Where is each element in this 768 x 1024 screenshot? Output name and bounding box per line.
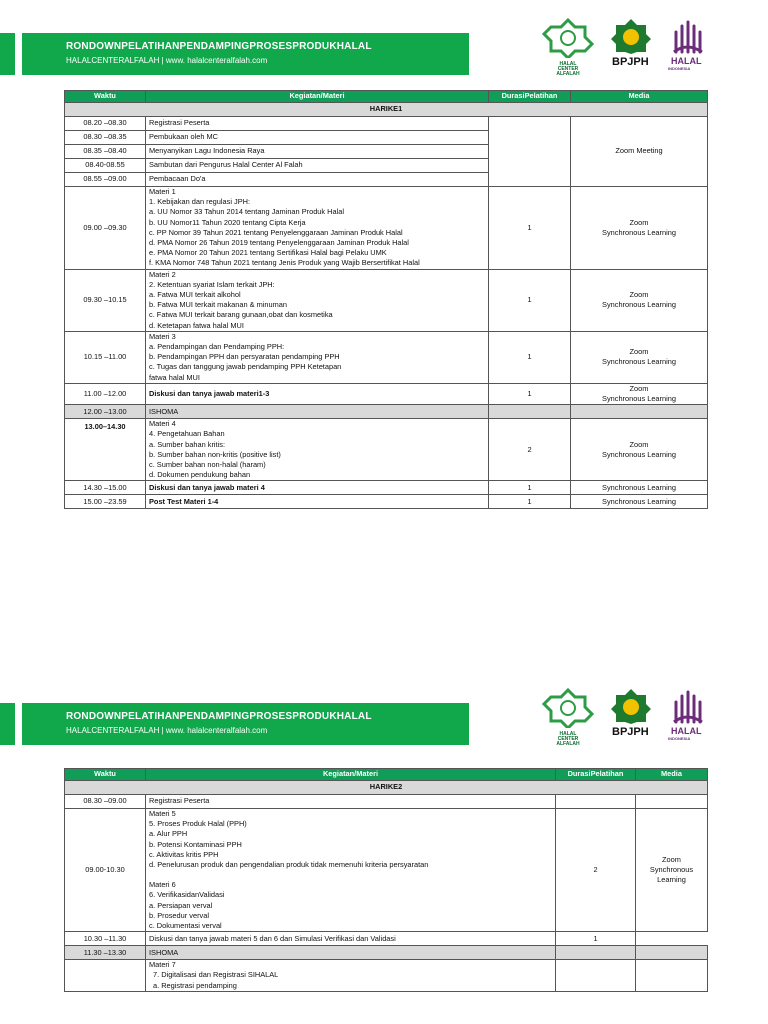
table-row (65, 269, 708, 331)
table-row (65, 495, 708, 509)
media-line: Zoom (629, 217, 649, 227)
table-row (65, 383, 708, 404)
halal-caption: HALAL (671, 56, 702, 66)
table-row (65, 419, 708, 481)
table-row (65, 481, 708, 495)
activity-cell: Menyanyikan Lagu Indonesia Raya (146, 145, 489, 159)
header-media: Media (636, 769, 708, 781)
banner-subtitle: HALALCENTERALFALAH | www. halalcenteralfalah.com (66, 56, 268, 65)
activity-line: c. Aktivitas kritis PPH (149, 849, 219, 859)
table-row (65, 809, 708, 932)
bpjph-logo (610, 688, 652, 738)
header-durasi: DurasiPelatihan (556, 769, 636, 781)
time-cell: 09.00-10.30 (65, 809, 146, 932)
activity-cell (146, 809, 556, 932)
activity-line: d. Penelurusan produk dan pengendalian produk tidak memenuhi kriteria persyaratan (149, 860, 429, 870)
day-label: HARIKE2 (65, 781, 708, 795)
day-label: HARIKE1 (65, 103, 708, 117)
media-line: Synchronous Learning (649, 865, 694, 885)
activity-cell: Diskusi dan tanya jawab materi 5 dan 6 dan Simulasi Verifikasi dan Validasi (146, 932, 556, 946)
activity-line: a. Sumber bahan kritis: (149, 439, 225, 449)
activity-cell: Registrasi Peserta (146, 117, 489, 131)
table-row (65, 331, 708, 383)
media-cell (571, 405, 708, 419)
bpjph-caption: BPJPH (612, 56, 649, 68)
activity-line: c. Sumber bahan non-halal (haram) (149, 460, 266, 470)
media-line: Zoom (629, 383, 649, 393)
activity-line: f. KMA Nomor 748 Tahun 2021 tentang Jenis Produk yang Wajib Bersertifikat Halal (149, 258, 420, 268)
time-cell: 08.30 –09.00 (65, 795, 146, 809)
media-cell (636, 795, 708, 809)
activity-line: a. Alur PPH (149, 829, 188, 839)
table-row (65, 795, 708, 809)
header-media: Media (571, 91, 708, 103)
logo-group (538, 18, 708, 80)
halal-indonesia-logo (668, 688, 706, 741)
header-waktu: Waktu (65, 91, 146, 103)
bpjph-logo (610, 18, 652, 68)
activity-line: 1. Kebijakan dan regulasi JPH: (149, 197, 251, 207)
table-header-row (65, 91, 708, 103)
activity-line: 2. Ketentuan syariat Islam terkait JPH: (149, 279, 275, 289)
duration-cell: 1 (489, 187, 571, 270)
activity-line: a. UU Nomor 33 Tahun 2014 tentang Jaminan Produk Halal (149, 207, 345, 217)
table-header-row (65, 769, 708, 781)
banner-subtitle: HALALCENTERALFALAH | www. halalcenteralfalah.com (66, 726, 268, 735)
activity-line: d. PMA Nomor 26 Tahun 2019 tentang Penyelenggaraan Jaminan Produk Halal (149, 238, 409, 248)
activity-cell (146, 960, 556, 992)
activity-cell: Post Test Materi 1-4 (146, 495, 489, 509)
activity-cell: ISHOMA (146, 405, 489, 419)
activity-line: Materi 1 (149, 187, 176, 196)
activity-line: d. Dokumen pendukung bahan (149, 470, 251, 480)
media-line: Synchronous Learning (602, 300, 676, 310)
time-cell: 11.30 –13.30 (65, 946, 146, 960)
media-cell (636, 946, 708, 960)
activity-line: 4. Pengetahuan Bahan (149, 429, 225, 439)
activity-line: b. Fatwa MUI terkait makanan & minuman (149, 300, 288, 310)
time-cell: 09.30 –10.15 (65, 269, 146, 331)
table-row (65, 932, 708, 946)
time-cell: 08.30 –08.35 (65, 131, 146, 145)
activity-line: b. Potensi Kontaminasi PPH (149, 839, 242, 849)
activity-line: c. Tugas dan tanggung jawab pendamping PPH Ketetapan (149, 362, 342, 372)
halal-center-caption: HALAL CENTER ALFALAH (556, 61, 580, 77)
media-cell (571, 269, 708, 331)
table-row (65, 960, 708, 992)
day-label-row (65, 103, 708, 117)
duration-cell (556, 795, 636, 809)
time-cell: 08.55 –09.00 (65, 173, 146, 187)
table-row (65, 405, 708, 419)
table-row (65, 187, 708, 270)
time-cell: 10.15 –11.00 (65, 331, 146, 383)
media-cell (636, 809, 708, 932)
title-banner (22, 33, 469, 75)
activity-line: a. Registrasi pendamping (153, 980, 237, 990)
header-kegiatan: Kegiatan/Materi (146, 769, 556, 781)
activity-line: b. Prosedur verval (149, 910, 209, 920)
activity-line: b. Sumber bahan non-kritis (positive list) (149, 449, 281, 459)
activity-line: a. Persiapan verval (149, 900, 213, 910)
activity-line: b. Pendampingan PPH dan persyaratan pendamping PPH (149, 352, 340, 362)
activity-cell (146, 331, 489, 383)
media-cell (571, 331, 708, 383)
media-line: Synchronous Learning (602, 449, 676, 459)
time-cell: 10.30 –11.30 (65, 932, 146, 946)
duration-cell: 2 (556, 809, 636, 932)
duration-cell: 1 (489, 269, 571, 331)
duration-cell: 1 (489, 331, 571, 383)
time-cell: 11.00 –12.00 (65, 383, 146, 404)
time-cell: 08.20 –08.30 (65, 117, 146, 131)
halal-center-logo (542, 18, 594, 77)
activity-line: Materi 2 (149, 269, 176, 279)
duration-cell (489, 405, 571, 419)
activity-line: 5. Proses Produk Halal (PPH) (149, 819, 247, 829)
activity-line: 7. Digitalisasi dan Registrasi SIHALAL (153, 970, 279, 980)
indonesia-caption: INDONESIA (668, 736, 691, 741)
duration-cell: 1 (556, 932, 636, 946)
time-cell: 14.30 –15.00 (65, 481, 146, 495)
duration-cell (556, 960, 636, 992)
activity-line: Materi 6 (149, 880, 176, 890)
bpjph-caption: BPJPH (612, 726, 649, 738)
media-cell: Synchronous Learning (571, 495, 708, 509)
media-cell (571, 419, 708, 481)
duration-cell (489, 117, 571, 187)
halal-caption: HALAL (671, 726, 702, 736)
media-cell (571, 187, 708, 270)
duration-cell (556, 946, 636, 960)
duration-cell: 2 (489, 419, 571, 481)
left-accent-bar (0, 703, 15, 745)
activity-line: b. UU Nomor11 Tahun 2020 tentang Cipta Kerja (149, 217, 306, 227)
title-banner (22, 703, 469, 745)
rundown-table-day1 (64, 90, 708, 509)
time-cell: 13.00–14.30 (65, 419, 146, 481)
media-line: Zoom (629, 347, 649, 357)
media-line: Synchronous Learning (602, 357, 676, 367)
activity-line: 6. VerifikasidanValidasi (149, 890, 225, 900)
halal-center-caption: HALAL CENTER ALFALAH (556, 731, 580, 747)
media-cell: Synchronous Learning (571, 481, 708, 495)
activity-cell: Diskusi dan tanya jawab materi1-3 (146, 383, 489, 404)
time-cell: 15.00 –23.59 (65, 495, 146, 509)
duration-cell: 1 (489, 495, 571, 509)
duration-cell: 1 (489, 383, 571, 404)
media-cell: Zoom Meeting (571, 117, 708, 187)
media-cell (571, 383, 708, 404)
activity-line: Materi 7 (149, 960, 176, 970)
activity-line: c. PP Nomor 39 Tahun 2021 tentang Penyelenggaraan Jaminan Produk Halal (149, 227, 403, 237)
activity-line: e. PMA Nomor 20 Tahun 2021 tentang Sertifikasi Halal bagi Pelaku UMK (149, 248, 387, 258)
activity-cell: ISHOMA (146, 946, 556, 960)
time-cell (65, 960, 146, 992)
left-accent-bar (0, 33, 15, 75)
activity-cell: Registrasi Peserta (146, 795, 556, 809)
activity-cell (146, 187, 489, 270)
header-kegiatan: Kegiatan/Materi (146, 91, 489, 103)
indonesia-caption: INDONESIA (668, 66, 691, 71)
media-line: Zoom (662, 854, 681, 864)
table-row (65, 117, 708, 131)
media-line: Zoom (629, 290, 649, 300)
media-cell (636, 960, 708, 992)
activity-line: d. Ketetapan fatwa halal MUI (149, 320, 244, 330)
activity-line: a. Fatwa MUI terkait alkohol (149, 290, 241, 300)
banner-title: RONDOWNPELATIHANPENDAMPINGPROSESPRODUKHALAL (66, 711, 372, 722)
activity-line: c. Fatwa MUI terkait barang gunaan,obat dan kosmetika (149, 310, 333, 320)
activity-line: a. Pendampingan dan Pendamping PPH: (149, 342, 285, 352)
activity-cell (146, 269, 489, 331)
halal-indonesia-logo (668, 18, 706, 71)
media-line: Synchronous Learning (602, 227, 676, 237)
logo-group (538, 688, 708, 750)
activity-cell: Pembacaan Do'a (146, 173, 489, 187)
halal-center-logo (542, 688, 594, 747)
activity-cell (146, 419, 489, 481)
media-line: Zoom (629, 439, 649, 449)
table-row (65, 946, 708, 960)
activity-line: Materi 3 (149, 331, 176, 341)
media-cell (636, 932, 708, 946)
banner-title: RONDOWNPELATIHANPENDAMPINGPROSESPRODUKHALAL (66, 41, 372, 52)
activity-line: Materi 5 (149, 809, 176, 818)
activity-line: c. Dokumentasi verval (149, 921, 222, 931)
rundown-table-day2 (64, 768, 708, 992)
time-cell: 09.00 –09.30 (65, 187, 146, 270)
header-waktu: Waktu (65, 769, 146, 781)
activity-line: fatwa halal MUI (149, 372, 200, 382)
activity-cell: Diskusi dan tanya jawab materi 4 (146, 481, 489, 495)
activity-line: Materi 4 (149, 419, 176, 429)
activity-cell: Sambutan dari Pengurus Halal Center Al Falah (146, 159, 489, 173)
time-cell: 08.40-08.55 (65, 159, 146, 173)
time-cell: 12.00 –13.00 (65, 405, 146, 419)
activity-line (149, 870, 552, 880)
activity-cell: Pembukaan oleh MC (146, 131, 489, 145)
day-label-row (65, 781, 708, 795)
time-cell: 08.35 –08.40 (65, 145, 146, 159)
media-line: Synchronous Learning (602, 394, 676, 404)
rundown-page-2 (0, 600, 768, 1024)
duration-cell: 1 (489, 481, 571, 495)
header-durasi: DurasiPelatihan (489, 91, 571, 103)
